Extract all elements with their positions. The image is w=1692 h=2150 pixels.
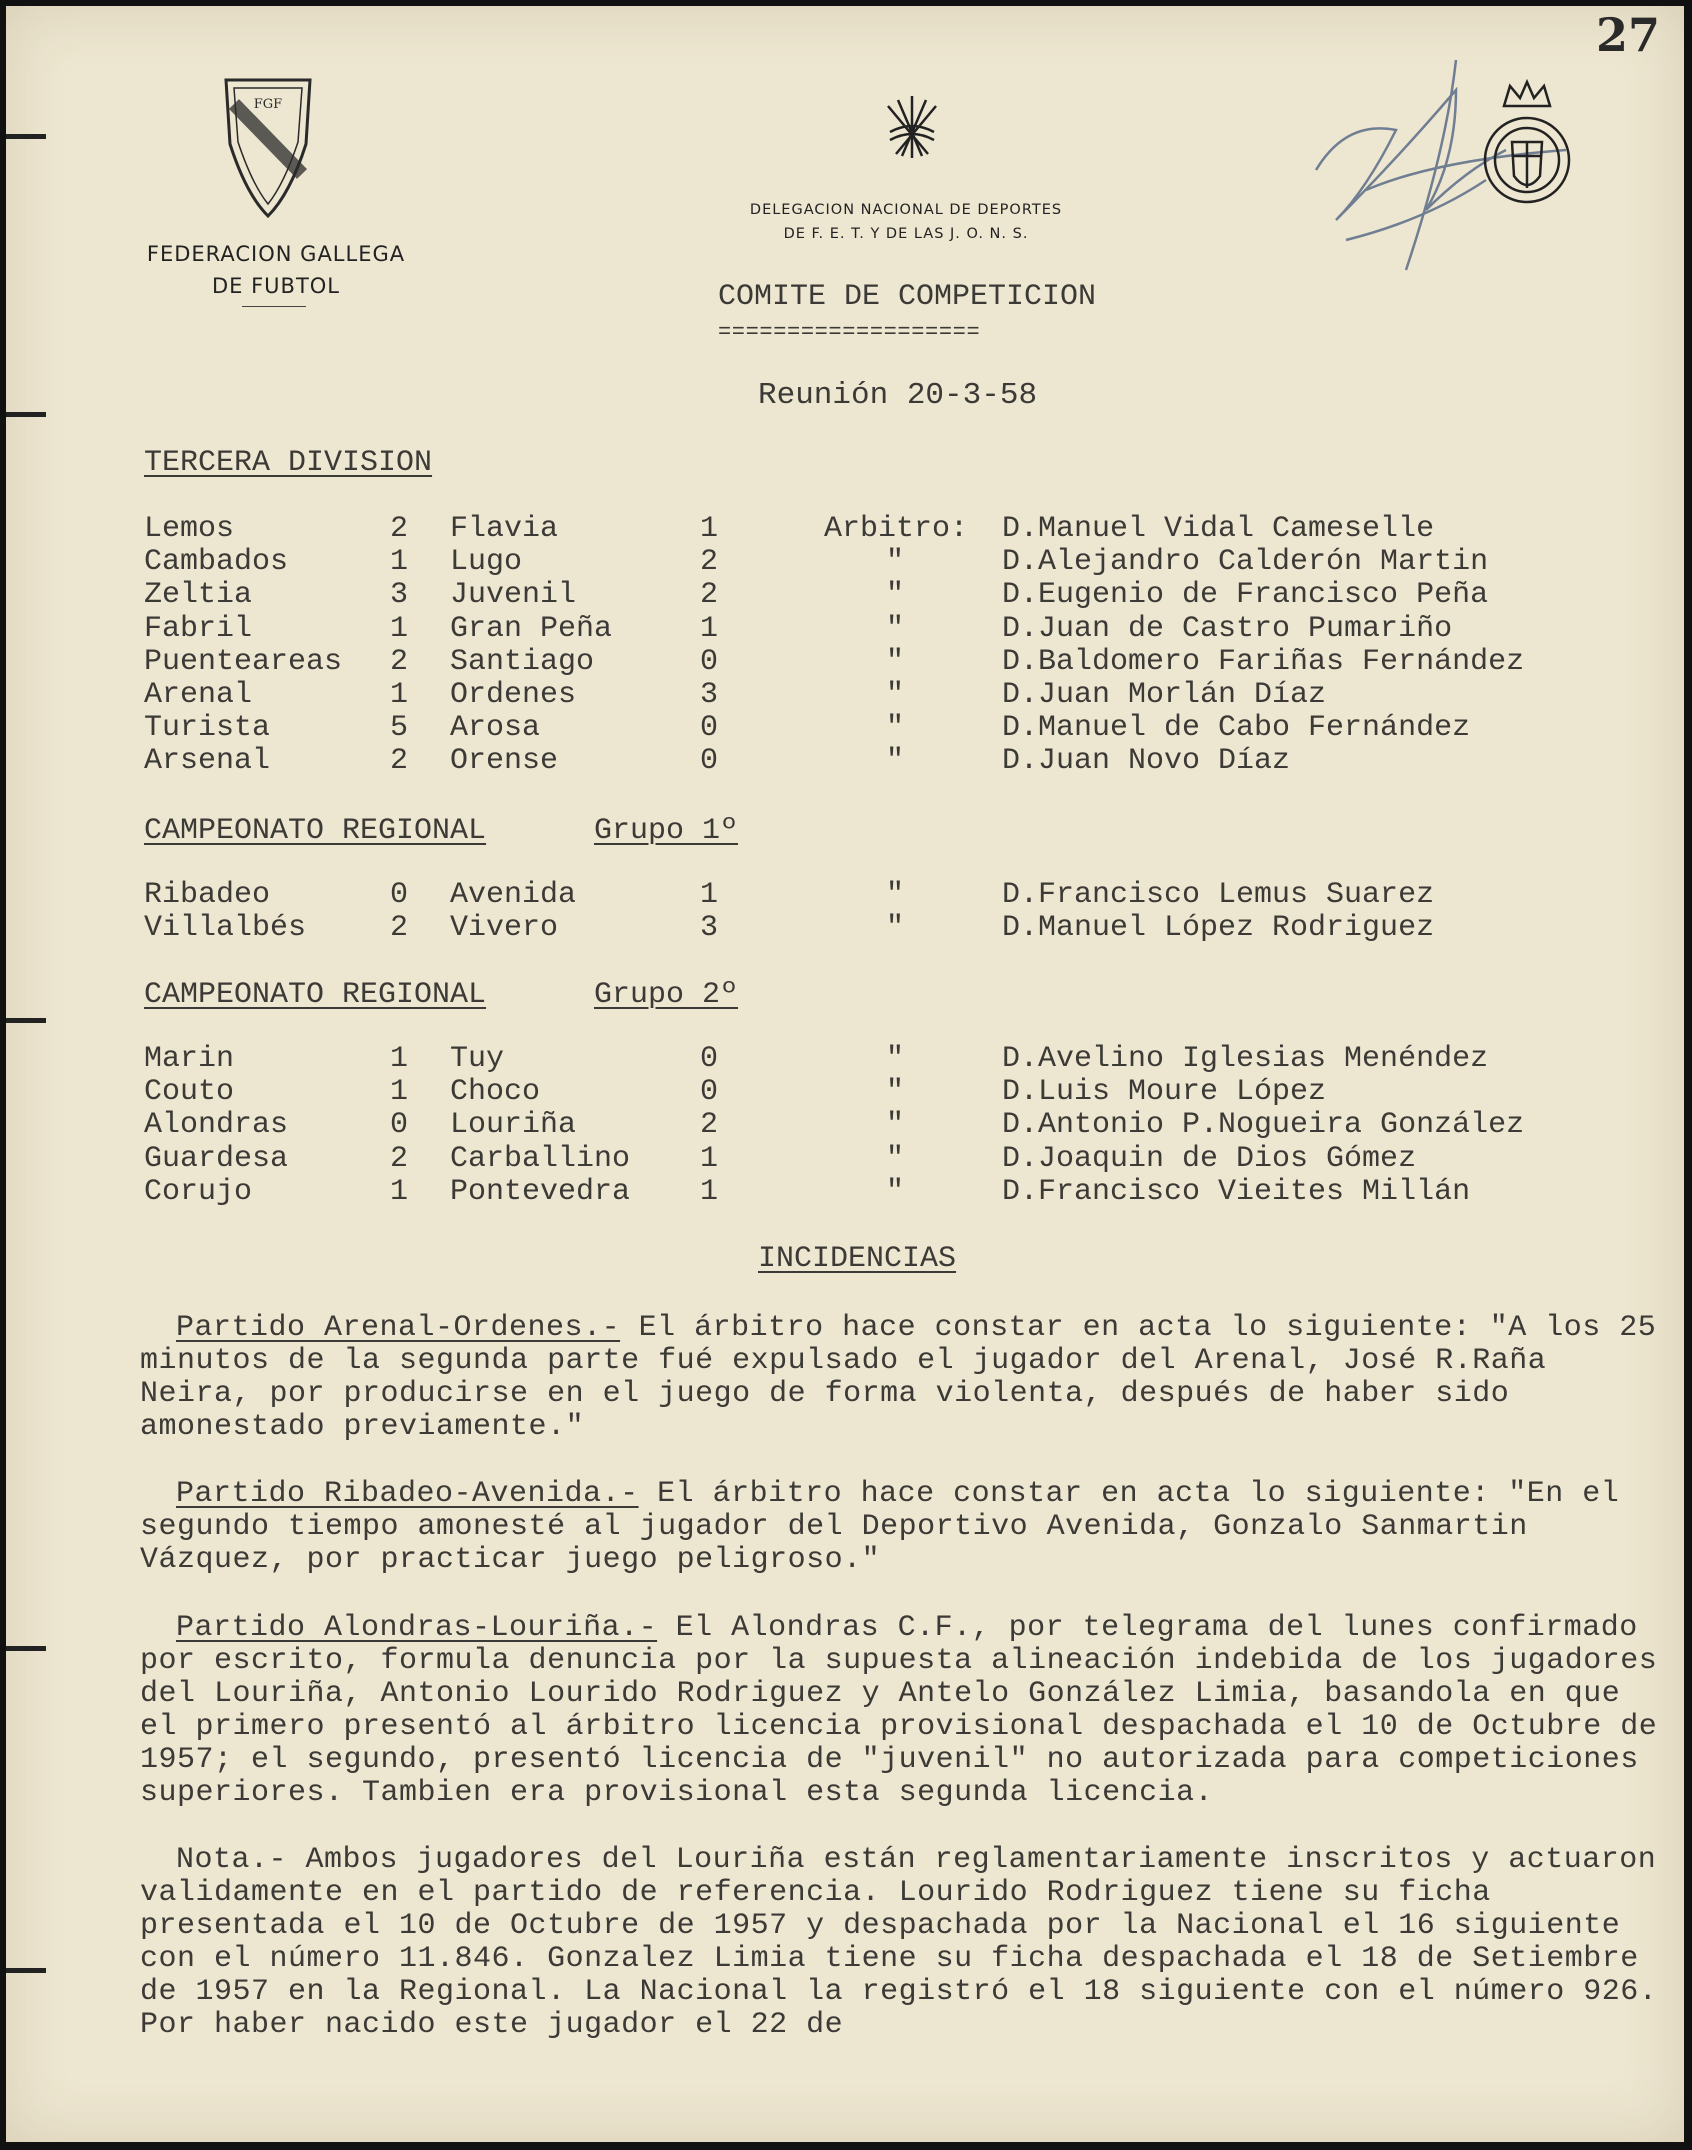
away-score: 2 (700, 1108, 719, 1143)
referee-name: D.Juan Novo Díaz (1002, 744, 1291, 779)
away-score: 3 (700, 911, 719, 946)
incidencias-heading: INCIDENCIAS (758, 1242, 957, 1276)
referee-mark: " (886, 744, 905, 779)
away-score: 0 (700, 744, 719, 779)
home-team: Villalbés (144, 911, 307, 946)
home-score: 1 (390, 678, 409, 712)
incident-text: El árbitro hace constar en acta lo siguiente: "A los 25 minutos de la segunda parte fué expulsado el jugador del Arenal, José R.Raña Neira, por producirse en el juego de forma violenta, después de haber sido amonestado previamente." (140, 1311, 1657, 1444)
away-team: Orense (450, 744, 559, 779)
referee-name: D.Eugenio de Francisco Peña (1002, 578, 1489, 613)
referee-name: D.Francisco Vieites Millán (1002, 1174, 1471, 1209)
crowned-crest-icon (1472, 76, 1582, 226)
away-team: Juvenil (450, 578, 577, 613)
away-team: Tuy (450, 1042, 505, 1076)
home-score: 2 (390, 1141, 409, 1176)
referee-mark: " (886, 1174, 905, 1209)
referee-name: D.Baldomero Fariñas Fernández (1002, 644, 1525, 679)
section-heading-grupo1: CAMPEONATO REGIONAL (144, 814, 487, 848)
title-rule: =================== (718, 320, 981, 345)
home-team: Marin (144, 1042, 235, 1076)
referee-name: D.Manuel Vidal Cameselle (1002, 512, 1435, 546)
home-team: Fabril (144, 611, 253, 646)
binding-hole (6, 1646, 46, 1651)
away-team: Vivero (450, 911, 559, 946)
home-team: Arsenal (144, 744, 271, 779)
federation-name (126, 238, 426, 302)
binding-hole (6, 134, 46, 139)
away-team: Choco (450, 1075, 541, 1110)
away-score: 3 (700, 678, 719, 712)
federation-underline (242, 306, 306, 307)
referee-name: D.Manuel López Rodriguez (1002, 911, 1435, 946)
incident-arenal-ordenes (140, 1312, 1660, 1444)
incident-title: Partido Arenal-Ordenes.- (176, 1311, 621, 1345)
group-label-2: Grupo 2º (594, 978, 739, 1012)
page-number: 27 (1596, 8, 1661, 62)
referee-mark: " (886, 878, 905, 912)
referee-mark: " (886, 578, 905, 613)
away-team: Avenida (450, 878, 577, 912)
incident-alondras-lourina (140, 1612, 1660, 1810)
away-score: 1 (700, 611, 719, 646)
referee-name: D.Antonio P.Nogueira González (1002, 1108, 1525, 1143)
delegation-name (706, 198, 1106, 246)
meeting-date: Reunión 20-3-58 (758, 378, 1038, 413)
home-score: 0 (390, 878, 409, 912)
referee-mark: " (886, 644, 905, 679)
home-team: Alondras (144, 1108, 289, 1143)
away-team: Gran Peña (450, 611, 613, 646)
incident-title: Partido Ribadeo-Avenida.- (176, 1477, 639, 1511)
document-page (6, 6, 1684, 2142)
away-score: 2 (700, 545, 719, 580)
home-score: 1 (390, 1042, 409, 1076)
referee-mark: " (886, 545, 905, 580)
referee-mark: " (886, 611, 905, 646)
home-score: 5 (390, 711, 409, 746)
incident-title: Partido Alondras-Louriña.- (176, 1611, 658, 1645)
away-team: Santiago (450, 644, 595, 679)
away-team: Lugo (450, 545, 523, 580)
svg-text:FGF: FGF (253, 97, 283, 112)
group-label-1: Grupo 1º (594, 814, 739, 848)
committee-title: COMITE DE COMPETICION (718, 280, 1097, 314)
incident-text: El Alondras C.F., por telegrama del lunes confirmado por escrito, formula denuncia por la supuesta alineación indebida de los jugadores del Louriña, Antonio Lourido Rodriguez y Antelo González Limia, basandola en que el primero presentó al árbitro licencia provisional despachada el 10 de Octubre de 1957; el segundo, presentó licencia de "juvenil" no autorizada para competiciones superiores. Tambien era provisional esta segunda licencia. (140, 1611, 1658, 1810)
federation-crest-icon (220, 74, 316, 224)
referee-name: D.Francisco Lemus Suarez (1002, 878, 1435, 912)
away-team: Ordenes (450, 678, 577, 712)
home-score: 1 (390, 1075, 409, 1110)
home-team: Lemos (144, 512, 235, 546)
referee-mark: " (886, 1042, 905, 1076)
incident-text: El árbitro hace constar en acta lo siguiente: "En el segundo tiempo amonesté al jugador del Deportivo Avenida, Gonzalo Sanmartin Vázquez, por practicar juego peligroso." (140, 1477, 1620, 1577)
referee-name: D.Avelino Iglesias Menéndez (1002, 1042, 1489, 1076)
home-score: 1 (390, 611, 409, 646)
home-team: Zeltia (144, 578, 253, 613)
home-score: 3 (390, 578, 409, 613)
home-team: Ribadeo (144, 878, 271, 912)
referee-mark: " (886, 911, 905, 946)
referee-mark: Arbitro: (824, 512, 969, 546)
home-score: 1 (390, 545, 409, 580)
away-team: Arosa (450, 711, 541, 746)
section-heading-grupo2: CAMPEONATO REGIONAL (144, 978, 487, 1012)
away-score: 0 (700, 1042, 719, 1076)
federation-name-line1: FEDERACION GALLEGA (146, 242, 406, 266)
home-team: Puenteareas (144, 644, 343, 679)
referee-name: D.Luis Moure López (1002, 1075, 1327, 1110)
delegation-name-line2: DE F. E. T. Y DE LAS J. O. N. S. (783, 226, 1029, 242)
referee-name: D.Manuel de Cabo Fernández (1002, 711, 1471, 746)
away-team: Louriña (450, 1108, 577, 1143)
home-team: Arenal (144, 678, 253, 712)
away-score: 0 (700, 711, 719, 746)
binding-hole (6, 1968, 46, 1973)
binding-hole (6, 1018, 46, 1023)
referee-mark: " (886, 678, 905, 712)
home-score: 1 (390, 1174, 409, 1209)
home-team: Cambados (144, 545, 289, 580)
home-score: 0 (390, 1108, 409, 1143)
section-heading-tercera: TERCERA DIVISION (144, 446, 433, 480)
away-score: 0 (700, 1075, 719, 1110)
home-team: Corujo (144, 1174, 253, 1209)
referee-name: D.Alejandro Calderón Martin (1002, 545, 1489, 580)
referee-mark: " (886, 1075, 905, 1110)
away-score: 2 (700, 578, 719, 613)
away-team: Carballino (450, 1141, 631, 1176)
home-score: 2 (390, 744, 409, 779)
incident-ribadeo-avenida (140, 1478, 1660, 1577)
home-score: 2 (390, 512, 409, 546)
home-team: Couto (144, 1075, 235, 1110)
away-team: Pontevedra (450, 1174, 631, 1209)
federation-name-line2: DE FUBTOL (211, 274, 341, 298)
referee-name: D.Juan Morlán Díaz (1002, 678, 1327, 712)
away-score: 1 (700, 1174, 719, 1209)
home-score: 2 (390, 911, 409, 946)
away-score: 1 (700, 1141, 719, 1176)
binding-hole (6, 412, 46, 417)
incident-note: Nota.- Ambos jugadores del Louriña están reglamentariamente inscritos y actuaron validamente en el partido de referencia. Lourido Rodriguez tiene su ficha presentada el 10 de Octubre de 1957 y despachada por la Nacional el 16 siguiente con el número 11.846. Gonzalez Limia tiene su ficha despachada el 18 de Setiembre de 1957 en la Regional. La Nacional la registró el 18 siguiente con el número 926. Por haber nacido este jugador el 22 de (140, 1843, 1658, 2042)
referee-name: D.Joaquin de Dios Gómez (1002, 1141, 1417, 1176)
home-team: Guardesa (144, 1141, 289, 1176)
referee-mark: " (886, 1141, 905, 1176)
home-team: Turista (144, 711, 271, 746)
away-score: 0 (700, 644, 719, 679)
away-score: 1 (700, 878, 719, 912)
referee-mark: " (886, 1108, 905, 1143)
away-team: Flavia (450, 512, 559, 546)
referee-mark: " (886, 711, 905, 746)
yoke-and-arrows-icon (882, 92, 942, 164)
home-score: 2 (390, 644, 409, 679)
away-score: 1 (700, 512, 719, 546)
delegation-name-line1: DELEGACION NACIONAL DE DEPORTES (749, 202, 1063, 218)
referee-name: D.Juan de Castro Pumariño (1002, 611, 1453, 646)
